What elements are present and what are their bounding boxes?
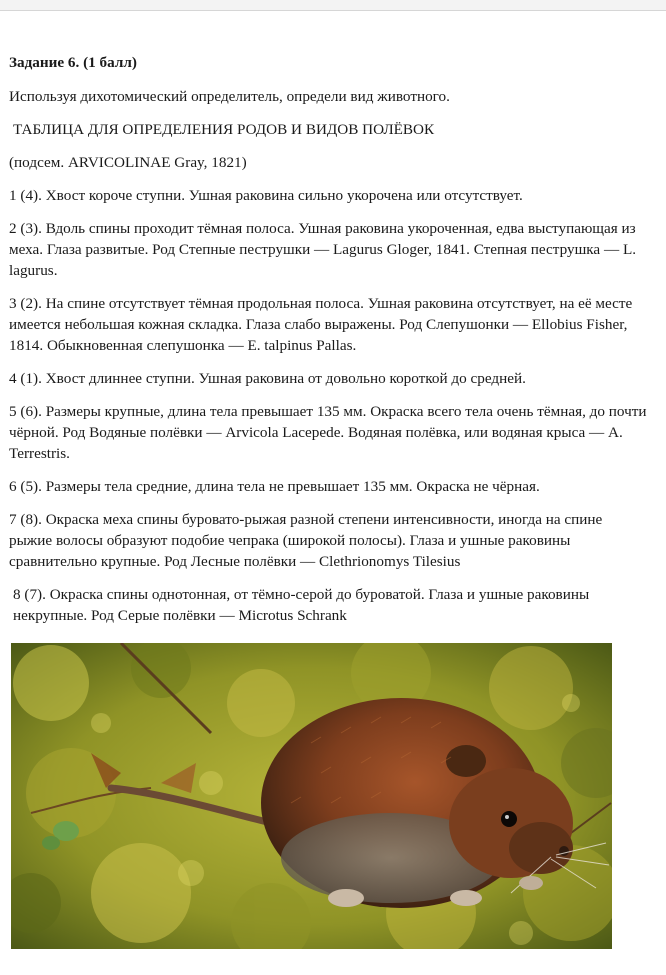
table-heading: ТАБЛИЦА ДЛЯ ОПРЕДЕЛЕНИЯ РОДОВ И ВИДОВ ПОЛЁВОК (13, 121, 435, 138)
document-body (9, 52, 649, 638)
key-item-1: 1 (4). Хвост короче ступни. Ушная раковина сильно укорочена или отсутствует. (9, 187, 523, 204)
key-item-7: 7 (8). Окраска меха спины буровато-рыжая разной степени интенсивности, иногда на спине рыжие волосы образуют подобие чепрака (широкой полосы). Глаза и ушные раковины сравнительно крупные. Род Лесные полёвки — Clethrionomys Tilesius (9, 511, 603, 570)
vole-photo (11, 643, 612, 949)
key-item-4: 4 (1). Хвост длиннее ступни. Ушная раковина от довольно короткой до средней. (9, 370, 526, 387)
task-instruction: Используя дихотомический определитель, определи вид животного. (9, 88, 450, 105)
key-item-6: 6 (5). Размеры тела средние, длина тела не превышает 135 мм. Окраска не чёрная. (9, 478, 540, 495)
key-item-5: 5 (6). Размеры крупные, длина тела превышает 135 мм. Окраска всего тела очень тёмная, до почти чёрной. Род Водяные полёвки — Arvicola Lacepede. Водяная полёвка, или водяная крыса — A. Terrestris. (9, 403, 647, 462)
key-item-3: 3 (2). На спине отсутствует тёмная продольная полоса. Ушная раковина отсутствует, на её месте имеется небольшая кожная складка. Глаза слабо выражены. Род Слепушонки — Ellobius Fisher, 1814. Обыкновенная слепушонка — E. talpinus Pallas. (9, 295, 633, 354)
window-top-edge (0, 0, 666, 11)
task-title: Задание 6. (1 балл) (9, 54, 137, 71)
subfamily-line: (подсем. ARVICOLINAE Gray, 1821) (9, 154, 247, 171)
key-item-8: 8 (7). Окраска спины однотонная, от тёмно-серой до буроватой. Глаза и ушные раковины некрупные. Род Серые полёвки — Microtus Schrank (13, 586, 590, 624)
key-item-2: 2 (3). Вдоль спины проходит тёмная полоса. Ушная раковина укороченная, едва выступающая из меха. Глаза развитые. Род Степные пеструшки — Lagurus Gloger, 1841. Степная пеструшка — L. lagurus. (9, 220, 637, 279)
